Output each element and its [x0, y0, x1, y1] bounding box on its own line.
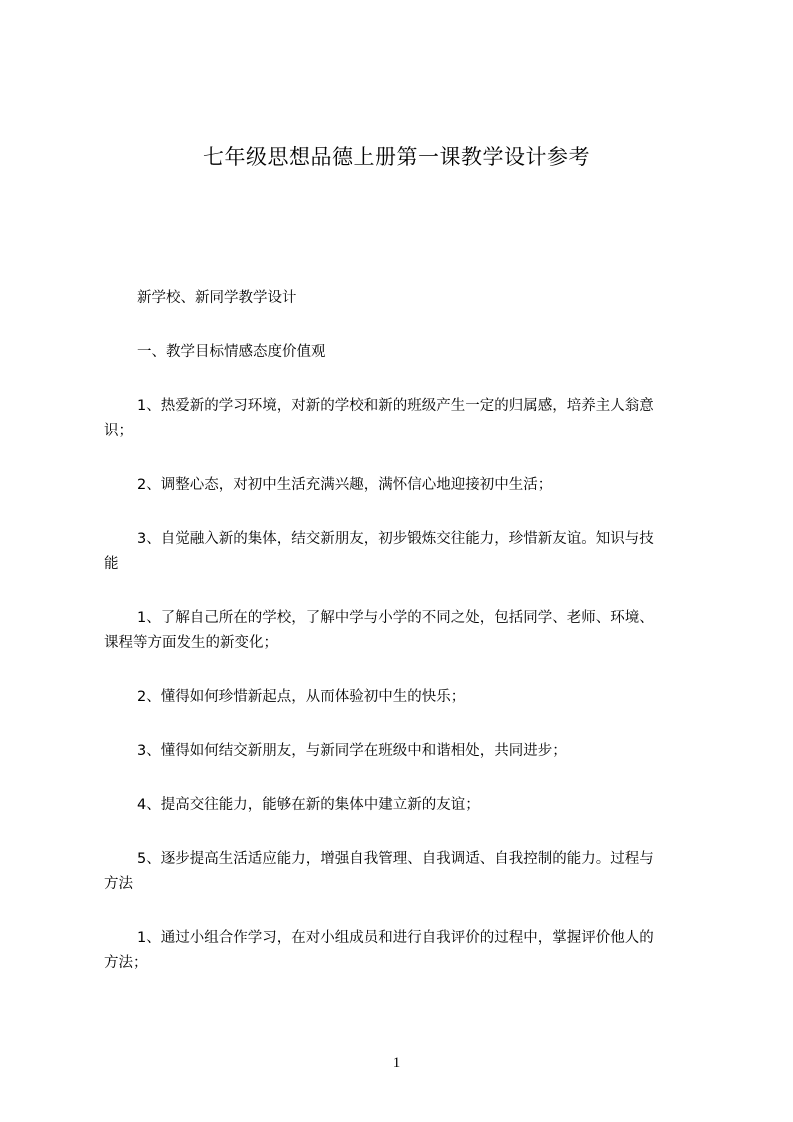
paragraph: [104, 847, 712, 897]
paragraph-line: 课程等方面发生的新变化；: [104, 635, 278, 651]
paragraph-line: 3、懂得如何结交新朋友，与新同学在班级中和谐相处，共同进步；: [137, 743, 567, 759]
paragraph: [104, 685, 712, 710]
paragraph-line: 新学校、新同学教学设计: [137, 290, 297, 306]
paragraph-line: 1、了解自己所在的学校，了解中学与小学的不同之处，包括同学、老师、环境、: [137, 610, 654, 626]
paragraph-line: 方法；: [104, 955, 148, 971]
paragraph-line: 2、调整心态，对初中生活充满兴趣，满怀信心地迎接初中生活；: [137, 477, 553, 493]
paragraph: [104, 793, 712, 818]
paragraph: [104, 340, 712, 365]
paragraph-line: 识；: [104, 423, 133, 439]
paragraph-line: 能: [104, 556, 119, 572]
paragraph: [104, 394, 712, 444]
paragraph-line: 方法: [104, 876, 133, 892]
paragraph: [104, 606, 712, 656]
page-number: 1: [392, 1055, 401, 1071]
paragraph: [104, 739, 712, 764]
paragraph-line: 2、懂得如何珍惜新起点，从而体验初中生的快乐；: [137, 689, 466, 705]
document-body: [104, 286, 712, 1005]
paragraph-line: 1、通过小组合作学习，在对小组成员和进行自我评价的过程中，掌握评价他人的: [137, 930, 654, 946]
paragraph-line: 5、逐步提高生活适应能力，增强自我管理、自我调适、自我控制的能力。过程与: [137, 851, 654, 867]
document-title: 七年级思想品德上册第一课教学设计参考: [203, 145, 590, 169]
paragraph: [104, 926, 712, 976]
paragraph: [104, 473, 712, 498]
paragraph-line: 一、教学目标情感态度价值观: [137, 344, 326, 360]
paragraph: [104, 527, 712, 577]
paragraph-line: 1、热爱新的学习环境，对新的学校和新的班级产生一定的归属感，培养主人翁意: [137, 398, 654, 414]
paragraph-line: 4、提高交往能力，能够在新的集体中建立新的友谊；: [137, 797, 480, 813]
paragraph: [104, 286, 712, 311]
paragraph-line: 3、自觉融入新的集体，结交新朋友，初步锻炼交往能力，珍惜新友谊。知识与技: [137, 531, 654, 547]
